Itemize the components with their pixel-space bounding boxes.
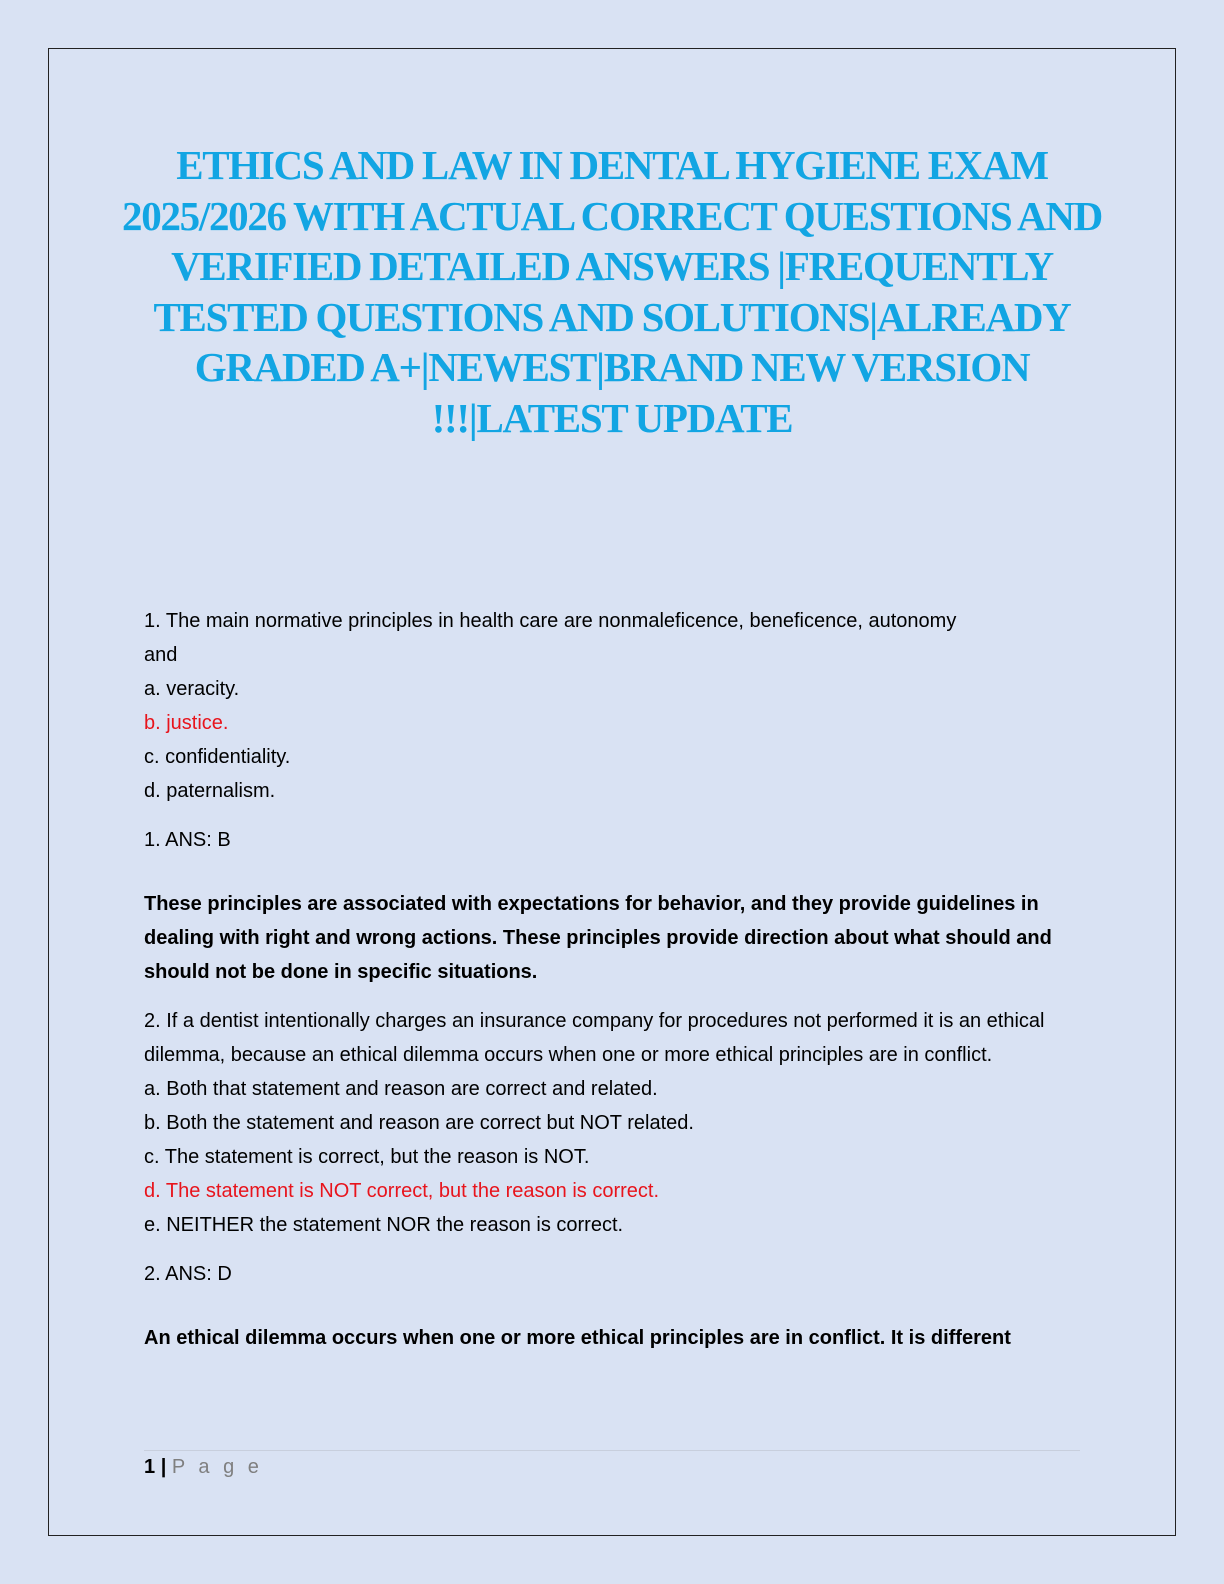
page-footer bbox=[144, 1452, 263, 1482]
question-2 bbox=[144, 1004, 1084, 1355]
answer-option-d-correct: d. The statement is NOT correct, but the reason is correct. bbox=[144, 1180, 660, 1202]
page-label: P a g e bbox=[171, 1456, 263, 1478]
document-body bbox=[144, 604, 1084, 1355]
page-number: 1 bbox=[144, 1456, 156, 1478]
document-title: ETHICS AND LAW IN DENTAL HYGIENE EXAM 2025/2026 WITH ACTUAL CORRECT QUESTIONS AND VERIFIED DETAILED ANSWERS |FREQUENTLY TESTED QUESTIONS AND SOLUTIONS|ALREADY GRADED A+|NEWEST|BRAND NEW VERSION !!!|LATEST UPDATE bbox=[122, 142, 1102, 441]
answer-option-c: c. confidentiality. bbox=[144, 746, 291, 768]
footer-divider bbox=[144, 1450, 1080, 1451]
question-stem: 1. The main normative principles in health care are nonmaleficence, beneficence, autonomy bbox=[144, 610, 957, 632]
footer-separator: | bbox=[160, 1456, 167, 1478]
answer-key: 2. ANS: D bbox=[144, 1263, 232, 1285]
answer-key: 1. ANS: B bbox=[144, 829, 231, 851]
question-stem-continued: and bbox=[144, 644, 178, 666]
rationale: An ethical dilemma occurs when one or more ethical principles are in conflict. It is different bbox=[144, 1327, 1011, 1349]
question-1 bbox=[144, 604, 1084, 989]
answer-option-a: a. veracity. bbox=[144, 678, 240, 700]
answer-option-b: b. Both the statement and reason are correct but NOT related. bbox=[144, 1112, 694, 1134]
answer-option-d: d. paternalism. bbox=[144, 780, 276, 802]
answer-option-c: c. The statement is correct, but the reason is NOT. bbox=[144, 1146, 590, 1168]
answer-option-e: e. NEITHER the statement NOR the reason is correct. bbox=[144, 1214, 624, 1236]
question-stem: 2. If a dentist intentionally charges an insurance company for procedures not performed it is an ethical dilemma, because an ethical dilemma occurs when one or more ethical principles are in conflict. bbox=[144, 1010, 1045, 1066]
rationale: These principles are associated with expectations for behavior, and they provide guidelines in dealing with right and wrong actions. These principles provide direction about what should and should not be done in specific situations. bbox=[144, 893, 1052, 983]
answer-option-b-correct: b. justice. bbox=[144, 712, 229, 734]
answer-option-a: a. Both that statement and reason are correct and related. bbox=[144, 1078, 658, 1100]
